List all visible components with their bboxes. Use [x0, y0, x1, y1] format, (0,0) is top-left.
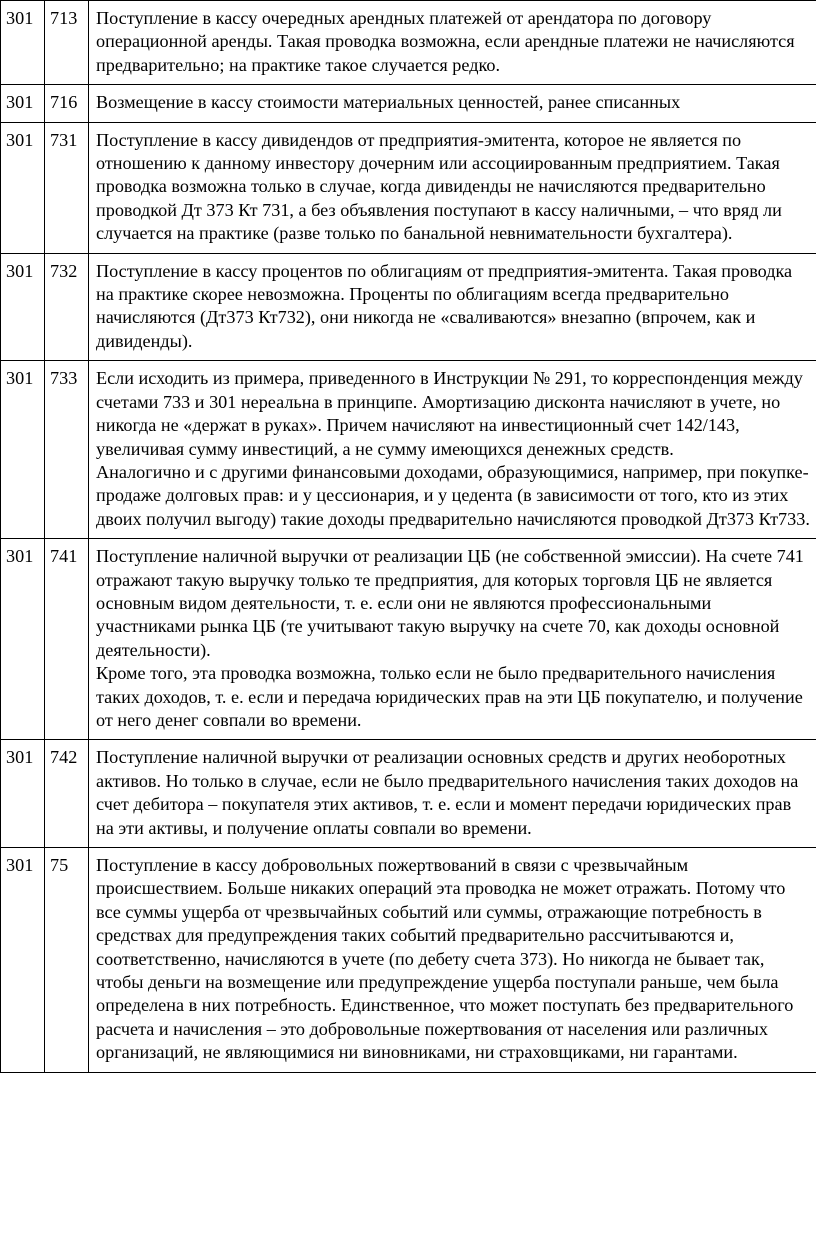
table-row	[1, 1, 816, 85]
debit-account-cell: 301	[1, 848, 45, 1073]
description-paragraph: Поступление в кассу добровольных пожертвований в связи с чрезвычайным происшествием. Больше никаких операций эта проводка не может отражать. Потому что все суммы ущерба от чрезвычайных событий или суммы, отражающие потребность в средствах для предупреждения таких событий предварительно рассчитываются и, соответственно, начисляются в учете (по дебету счета 373). Но никогда не бывает так, чтобы деньги на возмещение или предупреждение ущерба поступали раньше, чем была определена в них потребность. Единственное, что может поступать без предварительного расчета и начисления – это добровольные пожертвования от населения или различных организаций, не являющимися ни виновниками, ни страховщиками, ни гарантами.	[96, 855, 794, 1063]
credit-account-cell: 713	[45, 1, 89, 85]
table-row	[1, 740, 816, 848]
description-paragraph: Если исходить из примера, приведенного в Инструкции № 291, то корреспонденция между счетами 733 и 301 нереальна в принципе. Амортизацию дисконта начисляют в учете, но никогда не «держат в руках». Причем начисляют на инвестиционный счет 142/143, увеличивая сумму инвестиций, а не сумму имеющихся денежных средств.	[96, 368, 803, 459]
credit-account-cell: 731	[45, 122, 89, 253]
debit-account-cell: 301	[1, 740, 45, 848]
credit-account-cell: 716	[45, 85, 89, 122]
debit-account-cell: 301	[1, 1, 45, 85]
debit-account-cell: 301	[1, 253, 45, 361]
description-cell	[89, 848, 816, 1073]
description-cell	[89, 253, 816, 361]
credit-account-cell: 75	[45, 848, 89, 1073]
description-cell	[89, 361, 816, 539]
debit-account-cell: 301	[1, 85, 45, 122]
description-paragraph: Аналогично и с другими финансовыми доходами, образующимися, например, при покупке-продаже долговых прав: и у цессионария, и у цедента (в зависимости от того, кто из этих двоих получил выгоду) такие доходы предварительно начисляются проводкой Дт373 Кт733.	[96, 461, 810, 529]
debit-account-cell: 301	[1, 361, 45, 539]
description-cell	[89, 1, 816, 85]
table-row	[1, 848, 816, 1073]
table-row	[1, 539, 816, 740]
description-cell	[89, 85, 816, 122]
credit-account-cell: 741	[45, 539, 89, 740]
debit-account-cell: 301	[1, 122, 45, 253]
description-paragraph: Поступление в кассу дивидендов от предприятия-эмитента, которое не является по отношению к данному инвестору дочерним или ассоциированным предприятием. Такая проводка возможна только в случае, когда дивиденды не начисляются предварительно проводкой Дт 373 Кт 731, а без объявления поступают в кассу наличными, – что вряд ли случается на практике (разве только по банальной невнимательности бухгалтера).	[96, 129, 782, 244]
credit-account-cell: 742	[45, 740, 89, 848]
credit-account-cell: 732	[45, 253, 89, 361]
credit-account-cell: 733	[45, 361, 89, 539]
description-cell	[89, 740, 816, 848]
description-cell	[89, 539, 816, 740]
description-paragraph: Поступление наличной выручки от реализации основных средств и других необоротных активов. Но только в случае, если не было предварительного начисления таких доходов на счет дебитора – покупателя этих активов, т. е. если и момент передачи юридических прав на эти активы, и получение оплаты совпали во времени.	[96, 747, 799, 838]
table-row	[1, 85, 816, 122]
description-paragraph: Поступление наличной выручки от реализации ЦБ (не собственной эмиссии). На счете 741 отражают такую выручку только те предприятия, для которых торговля ЦБ не является основным видом деятельности, т. е. если они не являются профессиональными участниками рынка ЦБ (те учитывают такую выручку на счете 70, как доходы основной деятельности).	[96, 546, 804, 660]
table-row	[1, 361, 816, 539]
table-row	[1, 253, 816, 361]
table-row	[1, 122, 816, 253]
description-cell	[89, 122, 816, 253]
debit-account-cell: 301	[1, 539, 45, 740]
description-paragraph: Возмещение в кассу стоимости материальных ценностей, ранее списанных	[96, 92, 681, 113]
description-paragraph: Поступление в кассу очередных арендных платежей от арендатора по договору операционной аренды. Такая проводка возможна, если арендные платежи не начисляются предварительно; на практике такое случается редко.	[96, 8, 795, 75]
description-paragraph: Поступление в кассу процентов по облигациям от предприятия-эмитента. Такая проводка на практике скорее невозможна. Проценты по облигациям всегда предварительно начисляются (Дт373 Кт732), они никогда не «сваливаются» внезапно (впрочем, как и дивиденды).	[96, 260, 793, 351]
description-paragraph: Кроме того, эта проводка возможна, только если не было предварительного начисления таких доходов, т. е. если и передача юридических прав на эти ЦБ покупателю, и получение от него денег совпали во времени.	[96, 663, 803, 730]
